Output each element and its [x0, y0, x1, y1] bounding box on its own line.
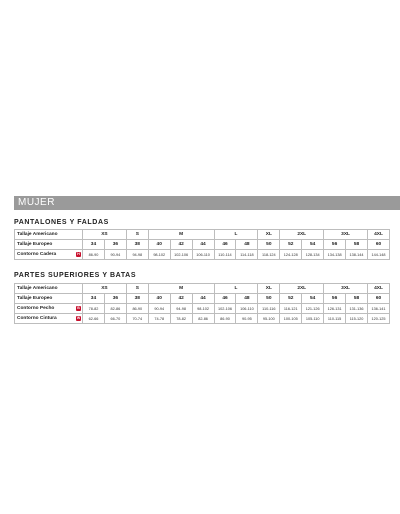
table-cell: 114-118	[236, 250, 258, 260]
size-2xl: 2XL	[280, 230, 324, 240]
table-cell: 106-110	[192, 250, 214, 260]
table-cell: 58	[346, 294, 368, 304]
table-cell: 110-116	[258, 304, 280, 314]
table-cell: 42	[170, 240, 192, 250]
table-cell: 34	[83, 240, 105, 250]
size-3xl: 3XL	[324, 284, 368, 294]
size-l: L	[214, 284, 258, 294]
table-cell: 102-106	[170, 250, 192, 260]
table-cell: 56	[324, 240, 346, 250]
table-cell: 86-90	[83, 250, 105, 260]
row-label: Tallaje Americano	[15, 284, 83, 294]
table-cell: 121-126	[302, 304, 324, 314]
table-cell: 46	[214, 240, 236, 250]
row-label-text: Contorno Pecho	[17, 305, 55, 311]
size-4xl: 4XL	[367, 230, 389, 240]
row-label: Tallaje Europeo	[15, 294, 83, 304]
table-cell: 38	[126, 294, 148, 304]
table-cell: 48	[236, 294, 258, 304]
table-cell: 94-98	[170, 304, 192, 314]
table-cell: 40	[148, 294, 170, 304]
table-cell: 106-110	[236, 304, 258, 314]
table-cell: 144-148	[367, 250, 389, 260]
table-cell: 70-74	[126, 314, 148, 324]
table-cell: 102-106	[214, 304, 236, 314]
table-cell: 36	[104, 294, 126, 304]
table-cell: 34	[83, 294, 105, 304]
size-s: S	[126, 284, 148, 294]
table-cell: 131-136	[346, 304, 368, 314]
table-cell: 82-86	[104, 304, 126, 314]
table-cell: 118-124	[258, 250, 280, 260]
size-xl: XL	[258, 284, 280, 294]
row-label: Tallaje Europeo	[15, 240, 83, 250]
row-label: Tallaje Americano	[15, 230, 83, 240]
table-cell: 120-125	[367, 314, 389, 324]
section-title-pantalones: PANTALONES Y FALDAS	[14, 219, 109, 226]
table-cell: 66-70	[104, 314, 126, 324]
size-3xl: 3XL	[324, 230, 368, 240]
table-cell: 138-144	[346, 250, 368, 260]
table-cell: 58	[346, 240, 368, 250]
chest-measure-icon: B	[77, 306, 80, 311]
table-cell: 134-138	[324, 250, 346, 260]
size-xs: XS	[83, 230, 127, 240]
table-cell: 42	[170, 294, 192, 304]
table-cell: 46	[214, 294, 236, 304]
table-cell: 98-102	[192, 304, 214, 314]
table-cell: 54	[302, 294, 324, 304]
size-2xl: 2XL	[280, 284, 324, 294]
size-xs: XS	[83, 284, 127, 294]
hip-measure-icon: H	[77, 252, 80, 257]
row-label	[15, 314, 83, 324]
table-cell: 50	[258, 240, 280, 250]
table-cell: 52	[280, 240, 302, 250]
table-cell: 100-105	[280, 314, 302, 324]
row-label	[15, 250, 83, 260]
table-cell: 90-94	[148, 304, 170, 314]
table-cell: 94-98	[126, 250, 148, 260]
table-cell: 110-114	[214, 250, 236, 260]
row-label-text: Contorno Cintura	[17, 315, 57, 321]
table-cell: 52	[280, 294, 302, 304]
table-row-american	[15, 230, 390, 240]
size-m: M	[148, 230, 214, 240]
table-cell: 90-94	[104, 250, 126, 260]
table-row-waist	[15, 314, 390, 324]
table-cell: 78-82	[83, 304, 105, 314]
table-cell: 128-134	[302, 250, 324, 260]
table-cell: 54	[302, 240, 324, 250]
table-cell: 126-131	[324, 304, 346, 314]
table-cell: 56	[324, 294, 346, 304]
table-cell: 44	[192, 240, 214, 250]
table-cell: 116-121	[280, 304, 302, 314]
size-table-pantalones	[14, 229, 390, 260]
table-cell: 86-90	[126, 304, 148, 314]
table-cell: 60	[367, 294, 389, 304]
table-cell: 95-100	[258, 314, 280, 324]
row-label-text: Contorno Cadera	[17, 251, 57, 257]
table-cell: 38	[126, 240, 148, 250]
table-row-european	[15, 294, 390, 304]
table-cell: 124-128	[280, 250, 302, 260]
table-cell: 74-78	[148, 314, 170, 324]
size-xl: XL	[258, 230, 280, 240]
table-row-american	[15, 284, 390, 294]
table-cell: 105-110	[302, 314, 324, 324]
table-cell: 48	[236, 240, 258, 250]
section-title-partes: PARTES SUPERIORES Y BATAS	[14, 272, 137, 279]
table-row-hip	[15, 250, 390, 260]
table-cell: 115-120	[346, 314, 368, 324]
size-m: M	[148, 284, 214, 294]
table-row-european	[15, 240, 390, 250]
table-cell: 110-115	[324, 314, 346, 324]
table-cell: 44	[192, 294, 214, 304]
table-row-chest	[15, 304, 390, 314]
section-banner-mujer: MUJER	[14, 196, 400, 210]
table-cell: 62-66	[83, 314, 105, 324]
table-cell: 82-86	[192, 314, 214, 324]
size-4xl: 4XL	[367, 284, 389, 294]
table-cell: 98-102	[148, 250, 170, 260]
size-l: L	[214, 230, 258, 240]
table-cell: 78-82	[170, 314, 192, 324]
table-cell: 40	[148, 240, 170, 250]
table-cell: 36	[104, 240, 126, 250]
row-label	[15, 304, 83, 314]
waist-measure-icon: W	[76, 316, 81, 321]
table-cell: 50	[258, 294, 280, 304]
table-cell: 86-90	[214, 314, 236, 324]
table-cell: 90-95	[236, 314, 258, 324]
size-s: S	[126, 230, 148, 240]
size-table-partes	[14, 283, 390, 324]
table-cell: 60	[367, 240, 389, 250]
table-cell: 136-141	[367, 304, 389, 314]
